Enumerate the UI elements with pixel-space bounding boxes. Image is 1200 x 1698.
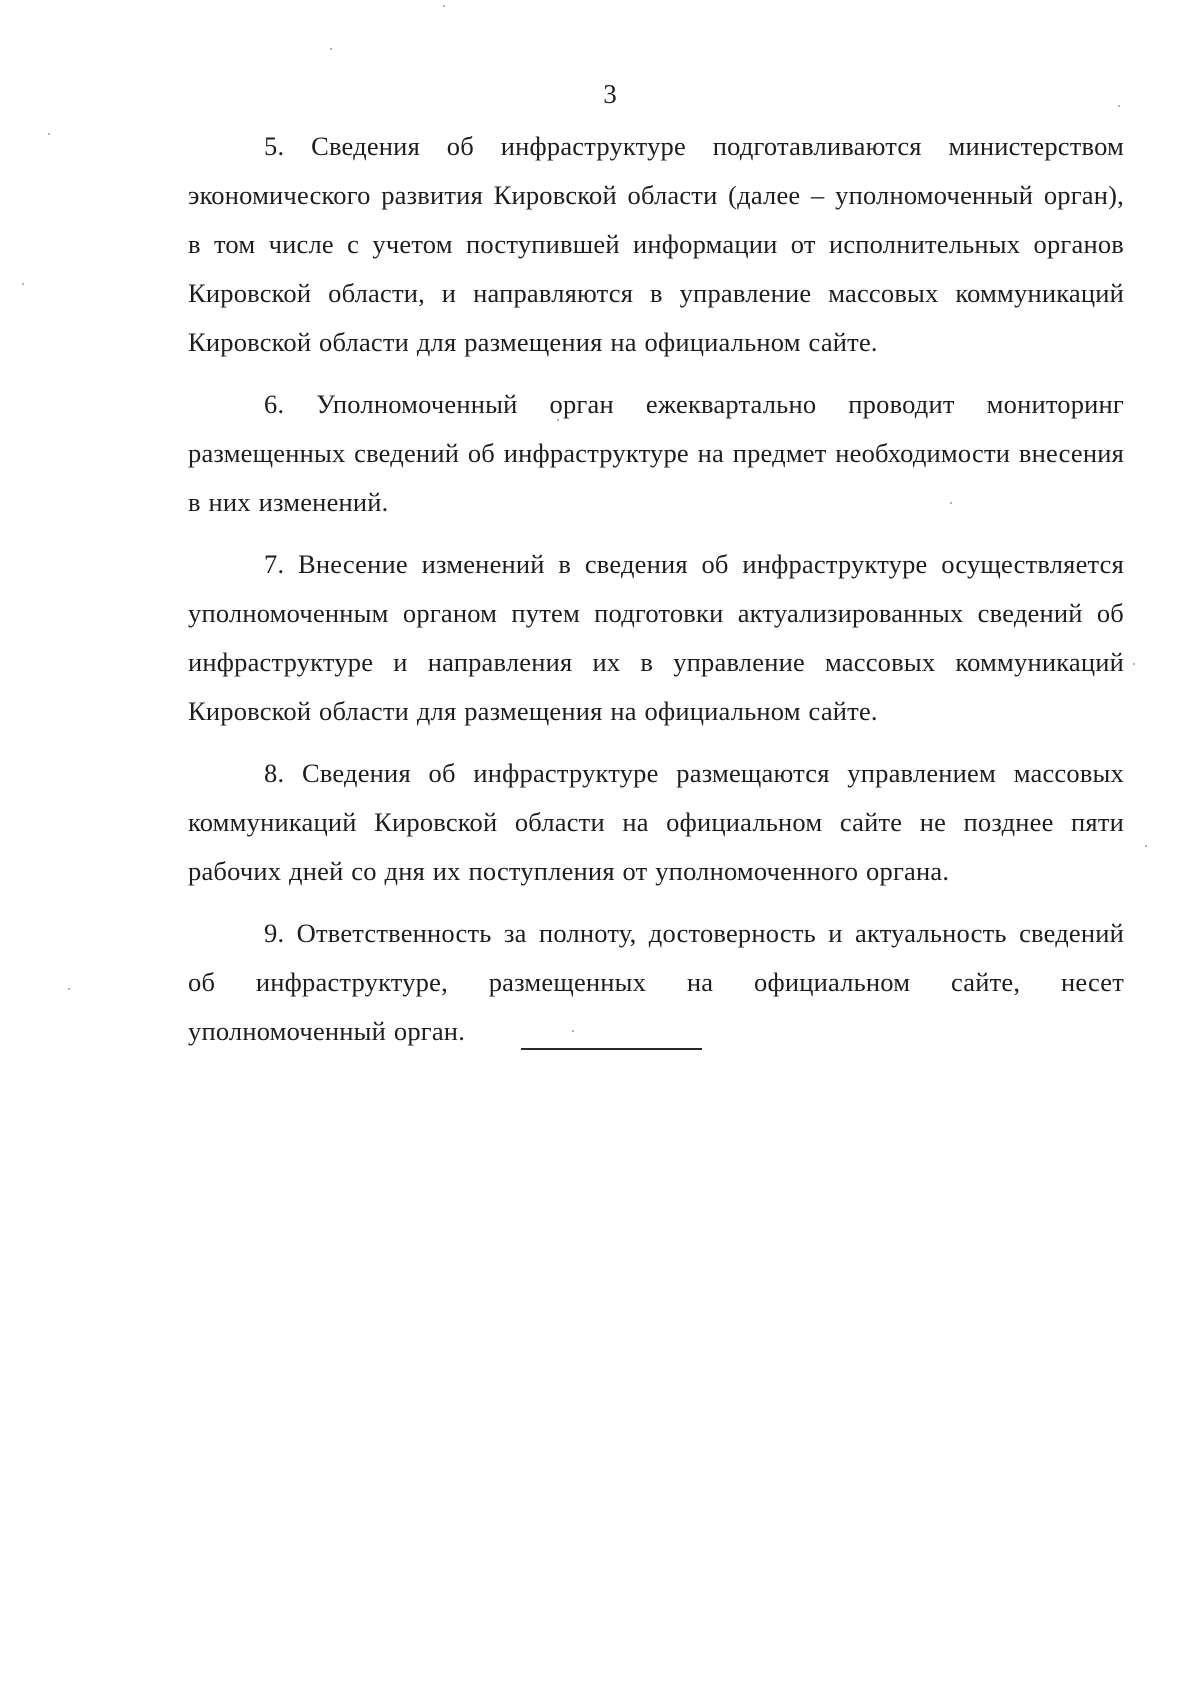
scan-speck [1145, 845, 1147, 847]
scan-speck [950, 502, 952, 504]
scan-speck [572, 1030, 574, 1032]
document-body [188, 122, 1124, 1069]
scan-speck [443, 5, 445, 7]
page-number: 3 [603, 79, 617, 109]
scan-speck [1118, 105, 1120, 107]
paragraph-6: 6. Уполномоченный орган ежеквартально проводит мониторинг размещенных сведений об инфраструктуре на предмет необходимости внесения в них изменений. [188, 389, 1124, 517]
scan-speck [22, 283, 24, 285]
paragraph-5: 5. Сведения об инфраструктуре подготавливаются министерством экономического развития Кировской области (далее – уполномоченный орган), в том числе с учетом поступившей информации от исполнительных органов Кировской области, и направляются в управление массовых коммуникаций Кировской области для размещения на официальном сайте. [188, 131, 1124, 357]
paragraph-9: 9. Ответственность за полноту, достоверность и актуальность сведений об инфраструктуре, размещенных на официальном сайте, несет уполномоченный орган. [188, 918, 1124, 1046]
paragraph-7: 7. Внесение изменений в сведения об инфраструктуре осуществляется уполномоченным органом путем подготовки актуализированных сведений об инфраструктуре и направления их в управление массовых коммуникаций Кировской области для размещения на официальном сайте. [188, 549, 1124, 726]
scan-speck [68, 988, 70, 990]
end-separator-line [521, 1048, 702, 1050]
scan-speck [1133, 663, 1135, 665]
scan-speck [48, 133, 50, 135]
scan-speck [330, 48, 332, 50]
paragraph-8: 8. Сведения об инфраструктуре размещаются управлением массовых коммуникаций Кировской области на официальном сайте не позднее пяти рабочих дней со дня их поступления от уполномоченного органа. [188, 758, 1124, 886]
scan-speck [557, 419, 559, 421]
